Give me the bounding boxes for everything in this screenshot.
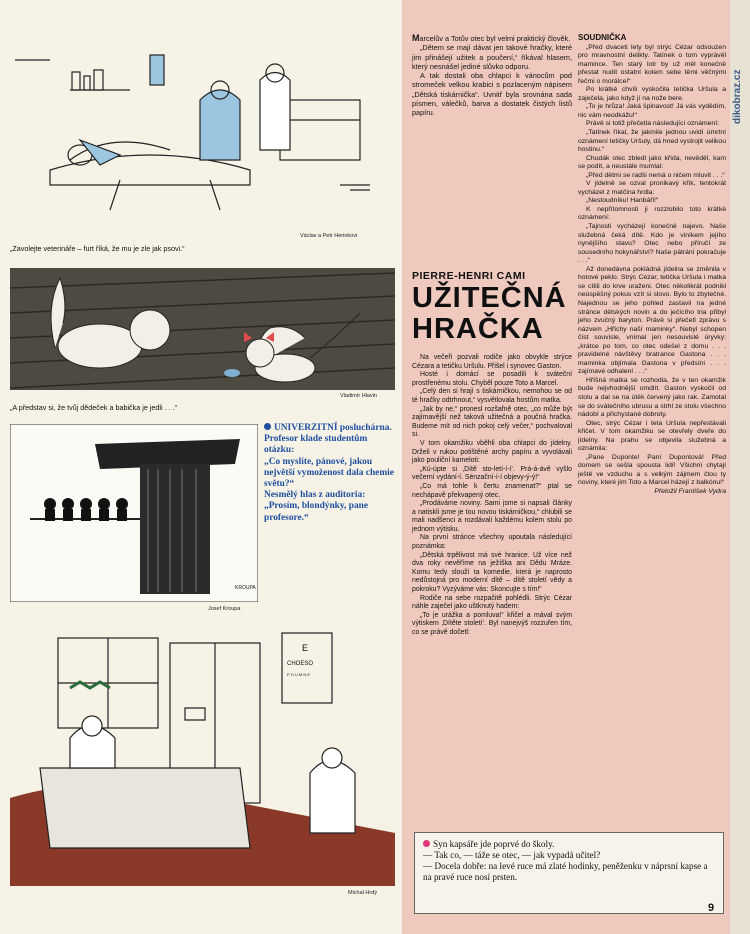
para: V tom okamžiku vběhli oba chlapci do jídelny. Drželi v rukou potištěné archy papíru a vyvolávali jako pouliční kameloti: [412,439,572,465]
para: „Dětská trpělivost má své hranice. Už více než dva roky nevěříme na ježíška ani Dědu Mráze. Komu tedy slouží ta komedie, která je naprosto nedůstojná pro moderní dítě – dítě století vědy a pokroku? Vyzýváme vás: Skoncujte s tím!“ [412,551,572,594]
cartoon-veterinarian [10,40,395,230]
para: „To je urážka a pomluva!“ křičel a mával svým výtiskem ‚Dítěte století‘. Byl nanejvýš rozzuřen tím, co se právě dočetl: [412,611,572,636]
para: „Pane Duponte! Paní Dupontová! Před domem se sešla spousta lidí! Všichni chytají ještě ve vzduchu a s velkým zájmem čtou ty noviny, které jim Toto a Marcel házejí z balkónu!“ [578,453,726,487]
para: Otec, strýc Cézar i teta Uršula nepřestávali křičet. V tom okamžiku se otevřely dveře do jídelny. Na prahu se objevila služebná a oznámila: [578,419,726,453]
page-number: 9 [708,902,715,914]
section-heading: SOUDNIČKA [578,33,627,42]
translator-credit: Přeložil František Vydra [654,487,726,495]
para: Hosté i domácí se posadili k sváteční prostřenému stolu. Chyběl pouze Toto a Marcel. [412,371,572,387]
para: V jídelně se ozval pronikavý křik, tentokrát vycházel z matčina hrdla: [578,180,726,196]
article-col1-bottom [412,354,572,638]
joke-univerzitni [264,423,394,524]
uni-line-1: Profesor klade studentům otázku: [264,434,368,456]
title-line-1: UŽITEČNÁ [412,282,567,314]
article-col1-top [412,34,572,118]
para: „Tajnosti vycházejí konečně najevo. Naše služebná čeká dítě. Kdo je viníkem jejího nynějšího stavu? Otec nebo příručí ze sousedního hokynářství? Naše pátrání pokračuje . . .“ [578,223,726,265]
para: Právě si totiž přečetla následující oznámení: [586,120,719,128]
joke-line-2: — Tak co, — táže se otec, — jak vypadá učitel? [423,850,601,860]
joke-kapsar [414,832,724,914]
para: Po krátké chvíli vyskočila tetička Uršula a zaječela, jako když jí na nože bere. [578,86,726,102]
para: „Prodáváme noviny. Sami jsme si napsali články a natiskli jsme je tou novou tiskárničkou,“ chlubili se mali nadšenci a rozdávali každému kolem stolu po jednom výtisku. [412,500,572,533]
article-author: PIERRE-HENRI CAMI [412,270,526,282]
cartoon-cats [10,268,395,390]
credit-hrdy: Michal Hrdý [348,890,378,896]
para: A tak dostali oba chlapci k vánocům pod stromeček velkou krabici s pozlaceným nápisem „Dětská tiskárnička“. Uvnitř byla srovnána sada písmen, válečků, barva a dostatek čistých listů papíru. [412,71,572,118]
article-col2 [578,34,726,497]
title-line-2: HRAČKA [412,313,544,345]
para: „Jak by ne,“ pronesl rozšafně otec, „co může být zajímavější než taková užitečná a poučná hračka. Budeme mít od nich pokoj celý večer,“ pochvaloval si. [412,405,572,439]
uni-line-2: „Co myslíte, pánové, jakou největší vymoženost dala chemie světu?“ [264,456,394,490]
para: Chudák otec zbledl jako křída, nevěděl, kam se podít, a neustále mumlal: [578,154,726,171]
caption-cats: „A představ si, že tvůj dědeček a babička je jedli . . .“ [10,403,177,412]
para: Až donedávna pokládná jídelna se změnila v hotové peklo. Strýc Cézar, tetička Uršula i matka se cítili do krve uraženi. Otec několikrát podnikl neúspěšný pokus vzít si slovo. Bylo to zbytečné. Najednou se jeho pohled zastavil na jedné stránce dětských novin a do ječícího tria přibyl jeho zvučný baryton. Právě si přečetl zprávu s názvem „Hříchy naší maminky“. Nebyl schopen číst souvisle, vnímal jen nesouvislé úryvky: „krátce po tom, co otec odešel z domu . . . pravidelné návštěvy bratrance Gastona . . . maminka objímala Gastona v předsíni . . . zajímavé odhalení . . .“ [578,265,726,376]
para: „Nestoudníku! Hanbáři!“ [586,197,659,205]
para: Rodiče na sebe rozpačitě pohlédli. Strýc Cézar náhle zaječel jako uštknutý hadem: [412,594,572,611]
para: „Kú-úpte si ‚Dítě sto-letí-í-í‘. Prá-á-ávě vyšlo večerní vydání-í. Sénzační-í-í objevy-ý-ý!“ [412,465,572,482]
para: Na první stránce všechny upoutala následující poznámka: [412,534,572,551]
eye-chart-line-3: P O U M N E [287,672,311,677]
uni-line-4: „Prosím, blondýnky, pane profesore.“ [264,501,369,523]
cartoon-box-pole [10,424,258,602]
watermark: dikobraz.cz [732,69,743,124]
para: „Před dvaceti lety byl strýc Cézar odsouzen pro mravnostní delikty. Tatínek o tom vyprávěl mamince. Ten starý lotr by už měl konečně přestat nudit ostatní kolem sebe těmi věčnými řečmi o morálce!“ [578,43,726,85]
signature-kroupa: KROUPA [235,585,256,591]
para: K nepřítomnosti ji rozzlobilo toto krátké oznámení: [578,205,726,222]
para: „Tatínek říkal, že jakmile jednou uvidí úmrtní oznámení tetičky Uršuly, dá hned vystrojit velikou hostinu.“ [578,129,726,154]
edge-strip [730,0,750,934]
caption-veterinarian: „Zavolejte veterináře – furt říká, že mu je zle jak psovi.“ [10,244,185,253]
para: Na večeři pozvali rodiče jako obvykle strýce Cézara a tetičku Uršulu. Přišel i synovec Gaston. [412,354,572,370]
para: „Před dětmi se radši nemá o ničem mluvit . . .“ [586,171,725,179]
joke-line-3: — Docela dobře: na levé ruce má zlaté hodinky, peněženku v náprsní kapse a na pravé ruce nosí prsten. [423,861,708,882]
bullet-icon [264,423,271,430]
eye-chart-line-2: CHOESO [287,661,314,667]
para: „Celý den si hrají s tiskárničkou, nemohou se od té hračky odtrhnout,“ vysvětlovala hostům matka. [412,388,572,404]
uni-heading: UNIVERZITNÍ posluchárna. [274,423,392,433]
para: „To je hrůza! Jaká špinavost! Já vás vydědím, nic vám neodkážu!“ [578,103,726,119]
credit-kroupa: Josef Kroupa [208,606,241,612]
bullet-icon [423,840,430,847]
credit-hlavin: Vladimír Hlavin [340,393,377,399]
cartoon-office [10,628,395,886]
joke-line-1: Syn kapsáře jde poprvé do školy. [433,839,555,849]
para: „Co má tohle k čertu znamenat?“ ptal se nechápavě překvapený otec. [412,482,572,499]
para: Hříšná matka se rozhodla, že v ten okamžik bude nejvhodnější omdlít. Gaston vyskočil od stolu a dal se na útěk červený jako rak. Zamotal se do svátečního ubrusu a strhl ze stolu všechno nádobí a přichystané dobroty. [578,376,726,419]
uni-line-3: Nesmělý hlas z auditoria: [264,490,366,501]
para: „Dětem se mají dávat jen takové hračky, které jim přinášejí užitek a poučení,“ říkával hlasem, který nesnášel jediné slůvko odporu. [412,43,572,71]
eye-chart-line-1: E [302,643,309,653]
article-title [412,283,582,345]
para: Marcelův a Totův otec byl velmi praktický člověk. [412,33,571,43]
credit-herinkovi: Václav a Petr Herinkovi [300,233,358,239]
